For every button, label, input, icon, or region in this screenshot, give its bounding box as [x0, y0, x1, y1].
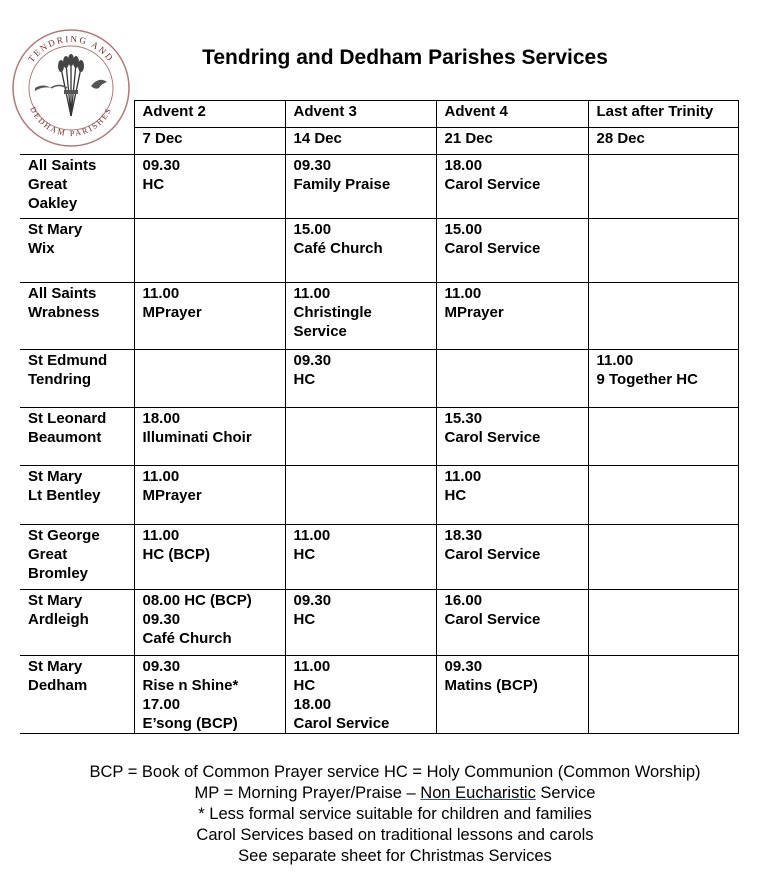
- church-name: [20, 590, 134, 656]
- service-cell: [588, 350, 738, 408]
- service-line: 18.00: [444, 157, 483, 174]
- church-name-line: Beaumont: [28, 429, 102, 446]
- service-line: 18.00: [142, 410, 181, 427]
- service-line: 15.30: [444, 410, 483, 427]
- service-line: HC: [293, 546, 316, 563]
- service-line: HC: [444, 487, 467, 504]
- table-row: [20, 466, 738, 525]
- service-line: Matins (BCP): [444, 677, 538, 694]
- church-name-line: Tendring: [28, 371, 92, 388]
- church-name-line: St Mary: [28, 658, 83, 675]
- service-cell: [134, 466, 285, 525]
- footer-line-2-underlined: Non Eucharistic: [420, 784, 536, 802]
- service-line: 11.00: [142, 285, 180, 302]
- church-name: [20, 408, 134, 466]
- footer-notes: [20, 762, 770, 867]
- footer-line-2-post: Service: [535, 784, 596, 802]
- header-row-dates: [20, 128, 738, 155]
- service-cell: [285, 525, 436, 590]
- table-row: [20, 283, 738, 350]
- service-cell: [285, 155, 436, 219]
- service-line: 08.00 HC (BCP): [142, 592, 252, 609]
- service-cell: [588, 525, 738, 590]
- service-line: Carol Service: [444, 546, 541, 563]
- service-line: 09.30: [293, 592, 332, 609]
- church-name: [20, 155, 134, 219]
- service-cell: [436, 408, 588, 466]
- church-name-line: St Leonard: [28, 410, 107, 427]
- header-blank: [20, 101, 134, 128]
- footer-line-3: * Less formal service suitable for children and families: [198, 805, 592, 823]
- service-line: Carol Service: [444, 240, 541, 257]
- column-name: Last after Trinity: [588, 101, 738, 128]
- column-date: 14 Dec: [285, 128, 436, 155]
- church-name-line: St Mary: [28, 468, 83, 485]
- service-line: Carol Service: [444, 176, 541, 193]
- service-cell: [588, 283, 738, 350]
- church-name: [20, 350, 134, 408]
- service-line: E’song (BCP): [142, 715, 238, 732]
- service-cell: [285, 656, 436, 734]
- service-cell: [134, 590, 285, 656]
- service-cell: [436, 155, 588, 219]
- service-line: 09.30: [444, 658, 483, 675]
- church-name-line: Lt Bentley: [28, 487, 101, 504]
- service-line: 17.00: [142, 696, 181, 713]
- service-cell: [285, 283, 436, 350]
- service-cell: [588, 656, 738, 734]
- service-line: Carol Service: [444, 429, 541, 446]
- church-name-line: St Mary: [28, 592, 83, 609]
- service-cell: [285, 408, 436, 466]
- service-cell: [285, 219, 436, 283]
- service-line: Café Church: [293, 240, 383, 257]
- service-cell: [134, 219, 285, 283]
- service-cell: [436, 219, 588, 283]
- service-line: 18.30: [444, 527, 483, 544]
- church-name-line: Great: [28, 176, 68, 193]
- service-line: 15.00: [293, 221, 332, 238]
- column-date: 21 Dec: [436, 128, 588, 155]
- service-cell: [134, 155, 285, 219]
- church-name-line: Oakley: [28, 195, 78, 212]
- service-cell: [588, 466, 738, 525]
- service-line: 11.00: [293, 658, 331, 675]
- service-cell: [285, 466, 436, 525]
- service-cell: [134, 350, 285, 408]
- church-name-line: Great: [28, 546, 68, 563]
- service-cell: [436, 283, 588, 350]
- logo-text-bottom: DEDHAM PARISHES: [28, 105, 114, 139]
- service-line: 09.30: [142, 611, 181, 628]
- service-line: 11.00: [293, 527, 331, 544]
- service-cell: [436, 590, 588, 656]
- footer-line-2: [20, 783, 770, 804]
- footer-line-5: See separate sheet for Christmas Services: [238, 847, 552, 865]
- church-name-line: St George: [28, 527, 100, 544]
- service-line: Christingle: [293, 304, 372, 321]
- table-row: [20, 408, 738, 466]
- church-name-line: All Saints: [28, 157, 97, 174]
- service-line: 09.30: [142, 658, 181, 675]
- service-line: MPrayer: [444, 304, 504, 321]
- service-line: Rise n Shine*: [142, 677, 239, 694]
- service-line: MPrayer: [142, 487, 202, 504]
- column-date: 28 Dec: [588, 128, 738, 155]
- header-blank: [20, 128, 134, 155]
- church-name-line: Dedham: [28, 677, 88, 694]
- service-line: 18.00: [293, 696, 332, 713]
- services-table: [20, 100, 739, 734]
- service-line: 09.30: [293, 157, 332, 174]
- service-line: HC (BCP): [142, 546, 210, 563]
- church-name: [20, 283, 134, 350]
- service-line: HC: [293, 611, 316, 628]
- service-cell: [588, 219, 738, 283]
- service-line: Service: [293, 323, 347, 340]
- service-line: 11.00: [142, 527, 180, 544]
- service-line: 09.30: [142, 157, 181, 174]
- page-title: Tendring and Dedham Parishes Services: [202, 46, 608, 69]
- church-name-line: St Edmund: [28, 352, 108, 369]
- service-cell: [588, 408, 738, 466]
- service-cell: [436, 656, 588, 734]
- column-name: Advent 2: [134, 101, 285, 128]
- service-line: 11.00: [142, 468, 180, 485]
- table-row: [20, 155, 738, 219]
- logo-text-top: TENDRING AND: [25, 33, 116, 65]
- church-name: [20, 525, 134, 590]
- table-row: [20, 656, 738, 734]
- service-cell: [134, 525, 285, 590]
- service-line: Café Church: [142, 630, 232, 647]
- service-line: 9 Together HC: [596, 371, 698, 388]
- church-name: [20, 656, 134, 734]
- table-row: [20, 350, 738, 408]
- service-line: MPrayer: [142, 304, 202, 321]
- service-cell: [588, 155, 738, 219]
- church-name: [20, 466, 134, 525]
- column-date: 7 Dec: [134, 128, 285, 155]
- church-name-line: All Saints: [28, 285, 97, 302]
- church-name-line: Bromley: [28, 565, 89, 582]
- service-line: HC: [142, 176, 165, 193]
- service-cell: [588, 590, 738, 656]
- service-line: 15.00: [444, 221, 483, 238]
- table-row: [20, 525, 738, 590]
- service-line: 09.30: [293, 352, 332, 369]
- church-name-line: St Mary: [28, 221, 83, 238]
- footer-line-4: Carol Services based on traditional lessons and carols: [196, 826, 594, 844]
- service-line: HC: [293, 371, 316, 388]
- service-line: Family Praise: [293, 176, 391, 193]
- service-line: Illuminati Choir: [142, 429, 252, 446]
- service-line: 11.00: [293, 285, 331, 302]
- service-line: 11.00: [596, 352, 634, 369]
- church-name: [20, 219, 134, 283]
- service-cell: [134, 283, 285, 350]
- service-cell: [436, 525, 588, 590]
- service-cell: [436, 350, 588, 408]
- service-line: 11.00: [444, 285, 482, 302]
- service-cell: [134, 408, 285, 466]
- service-line: Carol Service: [444, 611, 541, 628]
- service-cell: [285, 350, 436, 408]
- service-line: HC: [293, 677, 316, 694]
- church-name-line: Wrabness: [28, 304, 100, 321]
- church-name-line: Ardleigh: [28, 611, 89, 628]
- service-line: Carol Service: [293, 715, 390, 732]
- service-line: 11.00: [444, 468, 482, 485]
- footer-line-2-pre: MP = Morning Prayer/Praise –: [194, 784, 421, 802]
- table-row: [20, 219, 738, 283]
- column-name: Advent 4: [436, 101, 588, 128]
- church-name-line: Wix: [28, 240, 55, 257]
- service-cell: [134, 656, 285, 734]
- service-line: 16.00: [444, 592, 483, 609]
- service-cell: [285, 590, 436, 656]
- column-name: Advent 3: [285, 101, 436, 128]
- footer-line-1: BCP = Book of Common Prayer service HC = Holy Communion (Common Worship): [89, 763, 701, 781]
- header-row-names: [20, 101, 738, 128]
- service-cell: [436, 466, 588, 525]
- table-row: [20, 590, 738, 656]
